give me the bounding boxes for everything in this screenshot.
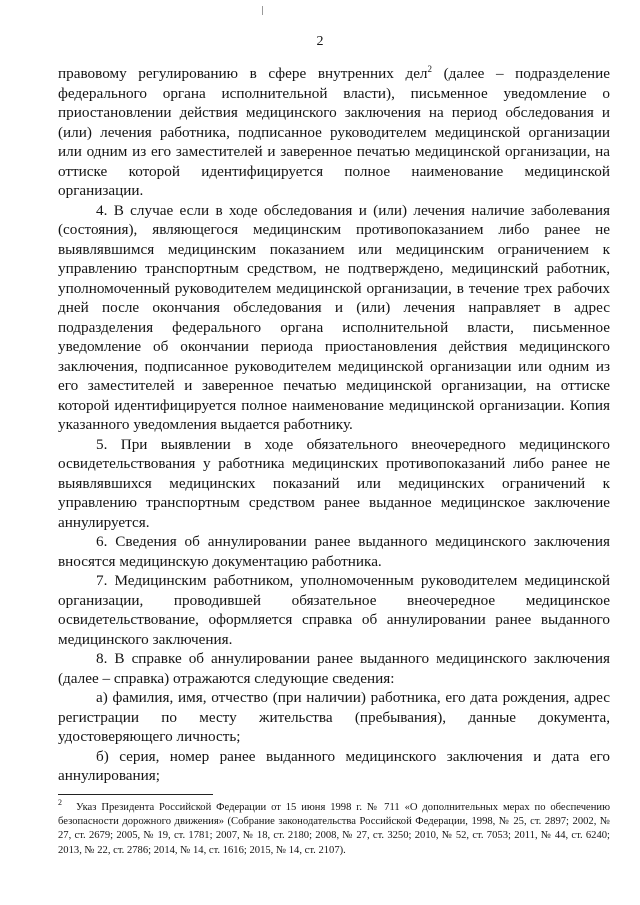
paragraph-item-7: 7. Медицинским работником, уполномоченным руководителем медицинской организации, проводившей обязательное внеочередное медицинское освидетельствование, оформляется справка об аннулировании ранее выданного медицинского заключения. [58, 572, 610, 648]
footnote-text: Указ Президента Российской Федерации от 15 июня 1998 г. № 711 «О дополнительных мерах по обеспечению безопасности дорожного движения» (Собрание законодательства Российской Федерации, 1998, № 25, ст. 2897; 2002, № 27, ст. 2679; 2005, № 19, ст. 1781; 2007, № 18, ст. 2180; 2008, № 27, ст. 3250; 2010, № 52, ст. 7053; 2011, № 44, ст. 6240; 2013, № 22, ст. 2786; 2014, № 14, ст. 1616; 2015, № 14, ст. 2107). [58, 802, 610, 856]
subitem-a: а) фамилия, имя, отчество (при наличии) работника, его дата рождения, адрес регистрации по месту жительства (пребывания), данные документа, удостоверяющего личность; [58, 689, 610, 745]
paragraph-item-5: 5. При выявлении в ходе обязательного внеочередного медицинского освидетельствования у работника медицинских противопоказаний либо ранее не выявлявшихся медицинских показаний или медицинских ограничений к управлению транспортным средством ранее выданное медицинское заключение аннулируется. [58, 435, 610, 531]
footnote [58, 798, 610, 858]
footnote-separator [58, 794, 213, 795]
subitem-b: б) серия, номер ранее выданного медицинского заключения и дата его аннулирования; [58, 747, 610, 784]
footnote-reference[interactable]: 2 [427, 63, 433, 74]
scan-mark [262, 6, 263, 15]
footnote-number: 2 [58, 798, 62, 808]
paragraph-item-4: 4. В случае если в ходе обследования и (или) лечения наличие заболевания (состояния), являющегося медицинским противопоказанием либо ранее не выявлявшимся медицинским показанием или медицинским ограничением к управлению транспортным средством, не подтверждено, медицинский работник, уполномоченный руководителем медицинской организации, в течение трех рабочих дней после окончания обследования и (или) лечения направляет в адрес подразделения федерального органа исполнительной власти, письменное уведомление об окончании периода приостановления действия медицинского заключения, подписанное руководителем медицинской организации или одним из его заместителей и заверенное печатью медицинской организации, на оттиске которой идентифицируется полное наименование медицинской организации. Копия указанного уведомления выдается работнику. [58, 201, 610, 433]
paragraph-text: правовому регулированию в сфере внутренних дел [58, 65, 428, 82]
page-number: 2 [316, 34, 324, 49]
paragraph-item-6: 6. Сведения об аннулировании ранее выданного медицинского заключения вносятся медицинскую документацию работника. [58, 533, 610, 570]
paragraph-continuation [58, 64, 610, 201]
paragraph-item-8: 8. В справке об аннулировании ранее выданного медицинского заключения (далее – справка) отражаются следующие сведения: [58, 650, 610, 687]
paragraph-text: (далее – подразделение федерального органа исполнительной власти), письменное уведомление о приостановлении действия медицинского заключения на период обследования и (или) лечения работника, подписанное руководителем медицинской организации или одним из его заместителей и заверенное печатью медицинской организации, на оттиске которой идентифицируется полное наименование медицинской организации. [58, 65, 611, 199]
document-body [58, 64, 610, 786]
